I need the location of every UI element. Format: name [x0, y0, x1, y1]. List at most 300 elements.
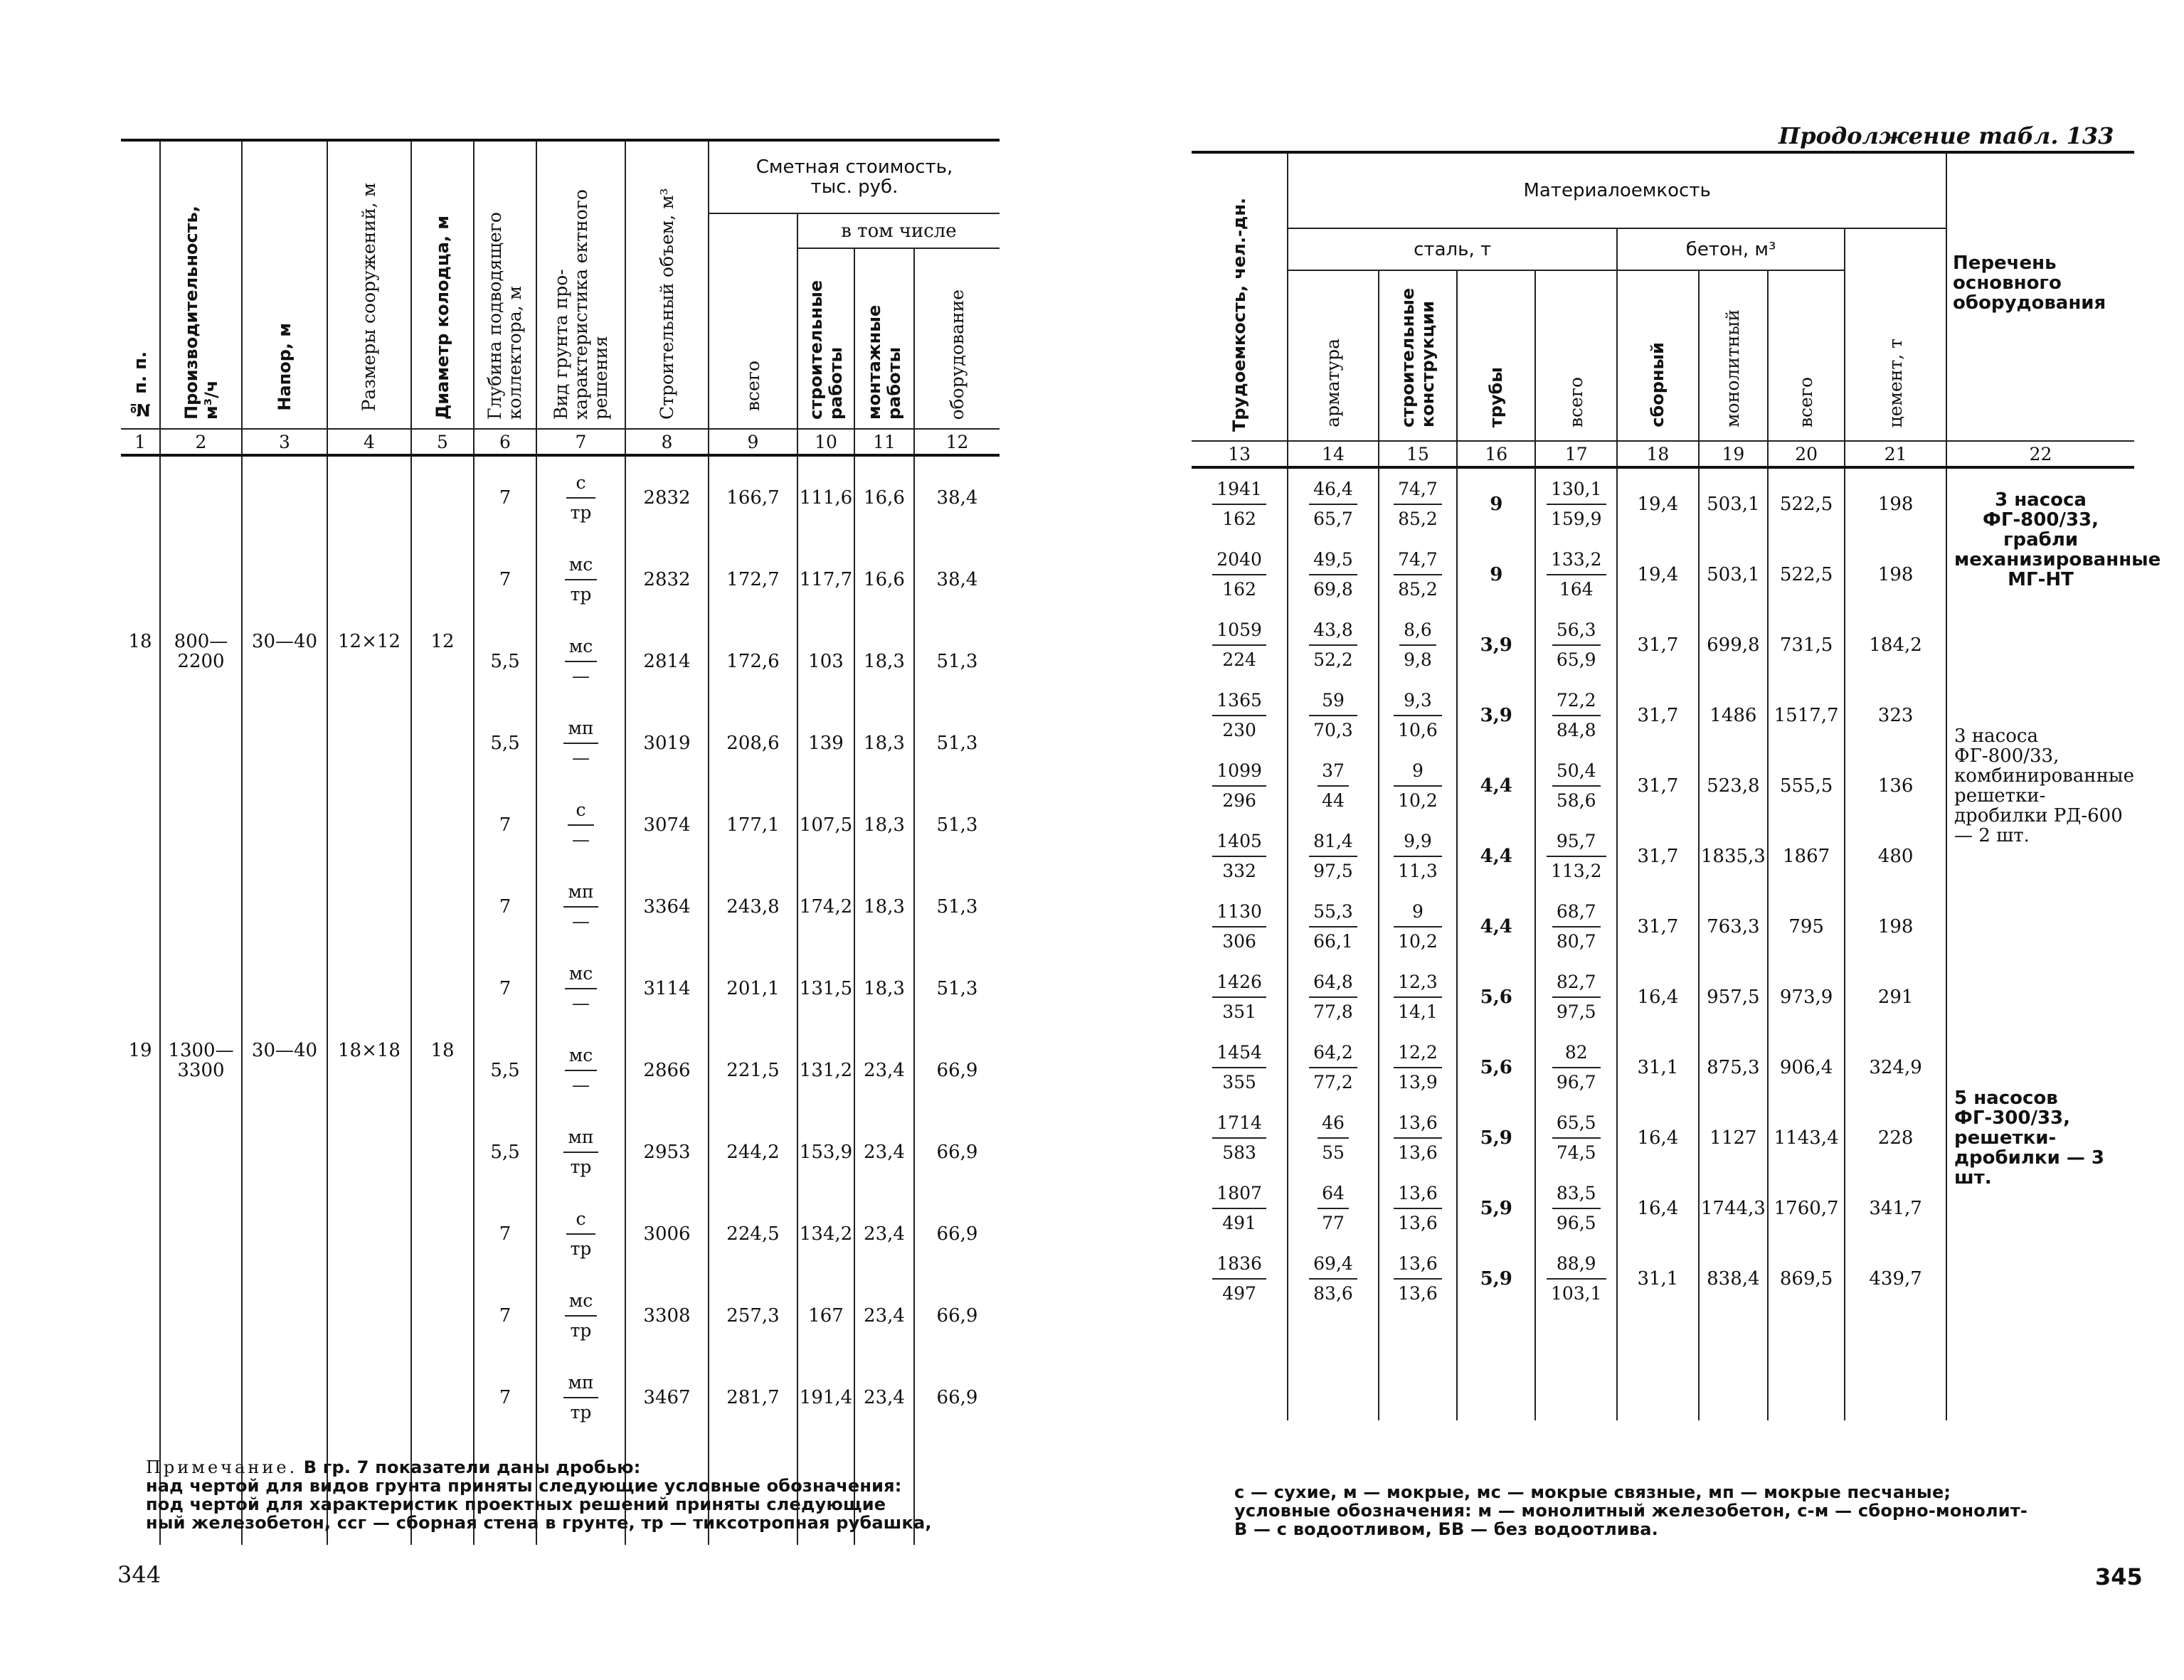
fraction-denominator: 159,9 [1550, 508, 1602, 529]
mono-cell: 1744,3 [1699, 1173, 1768, 1243]
fraction-denominator: 11,3 [1398, 860, 1438, 881]
table-row [121, 784, 1000, 866]
conc-cell: 731,5 [1768, 610, 1845, 680]
fraction-numerator: 9,9 [1394, 827, 1442, 857]
group-head [242, 1275, 327, 1356]
labor-cell [1192, 467, 1288, 539]
rebar-cell [1288, 750, 1379, 821]
vol-cell: 3019 [625, 702, 709, 784]
group-size [327, 784, 411, 866]
steel-total-cell [1535, 680, 1617, 750]
table-row [121, 1356, 1000, 1438]
group-size [327, 1275, 411, 1356]
build-cell: 131,5 [797, 947, 854, 1029]
fraction-numerator: 64,2 [1309, 1038, 1357, 1068]
fraction [1394, 1179, 1442, 1238]
fraction [1309, 827, 1357, 886]
depth-cell: 5,5 [474, 702, 536, 784]
header-c20: всего [1796, 376, 1817, 427]
left-page-number: 344 [117, 1561, 161, 1588]
pipes-cell: 9 [1457, 539, 1535, 610]
fraction-denominator: 13,6 [1398, 1282, 1438, 1304]
fraction-numerator: 1059 [1212, 616, 1266, 646]
total-cell: 172,6 [709, 620, 797, 702]
group-size [327, 1356, 411, 1438]
right-column-numbers [1192, 441, 2134, 467]
rebar-cell [1288, 539, 1379, 610]
build-cell: 153,9 [797, 1111, 854, 1193]
group-num: 19 [121, 1029, 160, 1111]
group-diameter [411, 947, 474, 1029]
fraction-numerator: 13,6 [1394, 1250, 1442, 1280]
pipes-cell: 5,9 [1457, 1243, 1535, 1314]
mono-cell: 1486 [1699, 680, 1768, 750]
fraction-denominator: 80,7 [1556, 930, 1596, 952]
fraction-denominator: 84,8 [1556, 719, 1596, 740]
fraction [1212, 757, 1266, 815]
fraction [1318, 1179, 1349, 1238]
fraction-numerator: 13,6 [1394, 1109, 1442, 1139]
fraction-denominator: 97,5 [1556, 1001, 1596, 1022]
fraction-numerator: мп [563, 1123, 598, 1153]
fraction-numerator: 65,5 [1552, 1109, 1601, 1139]
header-c21: цемент, т [1885, 338, 1906, 427]
group-head [242, 702, 327, 784]
fraction-numerator: 74,7 [1394, 475, 1442, 505]
header-incl-group: в том числе [841, 220, 957, 242]
soil-cell [536, 1193, 625, 1275]
vol-cell: 2832 [625, 538, 709, 620]
prefab-cell: 16,4 [1617, 1173, 1699, 1243]
rnote-line3: В — с водоотливом, БВ — без водоотлива. [1234, 1519, 1658, 1539]
fraction-denominator: 83,6 [1313, 1282, 1353, 1304]
cement-cell: 323 [1845, 680, 1946, 750]
fraction [1212, 686, 1266, 745]
fraction [565, 1287, 597, 1345]
group-size [327, 866, 411, 947]
soil-cell [536, 538, 625, 620]
fraction-denominator: тр [570, 1401, 592, 1423]
fraction [1394, 757, 1442, 815]
header-c22: Перечень основного оборудования [1953, 252, 2106, 314]
fraction [565, 1041, 597, 1100]
column-number: 12 [914, 429, 1000, 455]
vol-cell: 3467 [625, 1356, 709, 1438]
mono-cell: 957,5 [1699, 962, 1768, 1032]
fraction-numerator: 95,7 [1547, 827, 1606, 857]
group-diameter [411, 1356, 474, 1438]
fraction [1552, 1109, 1601, 1167]
column-number: 2 [160, 429, 242, 455]
fraction-numerator: мс [565, 1287, 597, 1317]
mono-cell: 503,1 [1699, 467, 1768, 539]
header-steel-group: сталь, т [1414, 238, 1492, 260]
fraction-denominator: 230 [1222, 719, 1256, 740]
equip-cell: 66,9 [914, 1356, 1000, 1438]
fraction [1394, 686, 1442, 745]
cement-cell: 198 [1845, 467, 1946, 539]
fraction-denominator: 113,2 [1550, 860, 1602, 881]
conc-cell: 1517,7 [1768, 680, 1845, 750]
header-c9: всего [742, 360, 763, 411]
note-lead: Примечание. [146, 1457, 298, 1477]
labor-cell [1192, 1102, 1288, 1173]
header-c4: Размеры сооружений, м [359, 182, 379, 411]
spacer-cell [1535, 1314, 1617, 1420]
fraction [1309, 475, 1357, 533]
group-num [121, 1193, 160, 1275]
mount-cell: 18,3 [854, 784, 914, 866]
prefab-cell: 31,1 [1617, 1032, 1699, 1102]
column-number: 19 [1699, 441, 1768, 467]
total-cell: 244,2 [709, 1111, 797, 1193]
group-size: 12×12 [327, 620, 411, 702]
equip-cell: 38,4 [914, 538, 1000, 620]
fraction [1394, 827, 1442, 886]
conc-cell: 973,9 [1768, 962, 1845, 1032]
fraction-numerator: 49,5 [1309, 546, 1357, 575]
fraction-numerator: с [568, 796, 594, 826]
mount-cell: 23,4 [854, 1029, 914, 1111]
table-row [121, 620, 1000, 702]
fraction-denominator: 583 [1222, 1142, 1256, 1163]
depth-cell: 7 [474, 455, 536, 538]
prefab-cell: 31,7 [1617, 610, 1699, 680]
fraction-numerator: 1426 [1212, 968, 1266, 998]
build-cell: 107,5 [797, 784, 854, 866]
column-number: 9 [709, 429, 797, 455]
group-diameter [411, 1111, 474, 1193]
column-number: 8 [625, 429, 709, 455]
labor-cell [1192, 750, 1288, 821]
fraction-numerator: с [566, 469, 596, 499]
fraction-numerator: 43,8 [1309, 616, 1357, 646]
fraction-numerator: 74,7 [1394, 546, 1442, 575]
fraction [1552, 898, 1601, 956]
fraction-denominator: 69,8 [1313, 578, 1353, 600]
group-size [327, 538, 411, 620]
fraction-denominator: 351 [1222, 1001, 1256, 1022]
rebar-cell [1288, 891, 1379, 962]
column-number: 11 [854, 429, 914, 455]
group-num [121, 947, 160, 1029]
fraction-denominator: тр [570, 1156, 592, 1177]
vol-cell: 2814 [625, 620, 709, 702]
total-cell: 177,1 [709, 784, 797, 866]
group-diameter: 18 [411, 1029, 474, 1111]
spacer-cell [1379, 1314, 1457, 1420]
labor-cell [1192, 821, 1288, 891]
conc-cell: 555,5 [1768, 750, 1845, 821]
left-table [121, 139, 1000, 1545]
equipment-cell [1946, 467, 2161, 610]
depth-cell: 7 [474, 866, 536, 947]
mono-cell: 763,3 [1699, 891, 1768, 962]
group-head [242, 1193, 327, 1275]
fraction-denominator: 96,5 [1556, 1212, 1596, 1233]
fraction [1547, 1250, 1606, 1308]
group-diameter [411, 702, 474, 784]
vol-cell: 3114 [625, 947, 709, 1029]
equipment-text: 5 насосов ФГ-300/33, решетки-дробилки — 3 шт. [1954, 1087, 2104, 1189]
depth-cell: 7 [474, 1356, 536, 1438]
depth-cell: 5,5 [474, 1029, 536, 1111]
steel-total-cell [1535, 1173, 1617, 1243]
labor-cell [1192, 1243, 1288, 1314]
header-c3: Напор, м [275, 323, 295, 411]
table-row [121, 1029, 1000, 1111]
fraction-numerator: 68,7 [1552, 898, 1601, 927]
labor-cell [1192, 891, 1288, 962]
fraction-numerator: 72,2 [1552, 686, 1601, 716]
labor-cell [1192, 610, 1288, 680]
labor-cell [1192, 1032, 1288, 1102]
pipes-cell: 3,9 [1457, 610, 1535, 680]
note-line1: В гр. 7 показатели даны дробью: [297, 1457, 641, 1477]
header-c15: строительные конструкции [1397, 287, 1438, 427]
group-capacity [160, 1356, 242, 1438]
fraction-numerator: 1405 [1212, 827, 1266, 857]
soil-cell [536, 1029, 625, 1111]
column-number: 20 [1768, 441, 1845, 467]
column-number: 17 [1535, 441, 1617, 467]
rebar-cell [1288, 610, 1379, 680]
depth-cell: 7 [474, 538, 536, 620]
fraction-denominator: 162 [1222, 578, 1256, 600]
spacer-cell [1768, 1314, 1845, 1420]
mount-cell: 16,6 [854, 538, 914, 620]
column-number: 16 [1457, 441, 1535, 467]
fraction-numerator: 130,1 [1547, 475, 1606, 505]
cement-cell: 198 [1845, 891, 1946, 962]
fraction [1212, 1109, 1266, 1167]
fraction-denominator: тр [570, 501, 592, 523]
fraction-denominator: 58,6 [1556, 790, 1596, 811]
fraction-denominator: 164 [1559, 578, 1594, 600]
constr-cell [1379, 750, 1457, 821]
cement-cell: 291 [1845, 962, 1946, 1032]
conc-cell: 1867 [1768, 821, 1845, 891]
fraction-numerator: с [566, 1205, 596, 1235]
fraction-denominator: 10,2 [1398, 930, 1438, 952]
mono-cell: 1127 [1699, 1102, 1768, 1173]
group-capacity [160, 1193, 242, 1275]
build-cell: 191,4 [797, 1356, 854, 1438]
cement-cell: 198 [1845, 539, 1946, 610]
group-num: 18 [121, 620, 160, 702]
group-num [121, 866, 160, 947]
mono-cell: 699,8 [1699, 610, 1768, 680]
left-note [146, 1458, 964, 1532]
equip-cell: 51,3 [914, 947, 1000, 1029]
fraction-numerator: 59 [1309, 686, 1357, 716]
fraction-denominator: 96,7 [1556, 1071, 1596, 1092]
header-c2: Производительность, м³/ч [181, 206, 221, 420]
build-cell: 103 [797, 620, 854, 702]
soil-cell [536, 620, 625, 702]
fraction [1399, 616, 1436, 674]
fraction-numerator: 37 [1318, 757, 1349, 787]
header-mat-group: Материалоемкость [1523, 180, 1711, 201]
group-capacity [160, 1111, 242, 1193]
mount-cell: 23,4 [854, 1275, 914, 1356]
fraction-numerator: 1099 [1212, 757, 1266, 787]
column-number: 1 [121, 429, 160, 455]
fraction-numerator: 55,3 [1309, 898, 1357, 927]
note-line4: ный железобетон, ссг — сборная стена в грунте, тр — тиксотропная рубашка, [146, 1513, 932, 1533]
fraction [565, 959, 597, 1018]
group-capacity [160, 1275, 242, 1356]
fraction-numerator: 82 [1552, 1038, 1601, 1068]
pipes-cell: 3,9 [1457, 680, 1535, 750]
fraction-denominator: 491 [1222, 1212, 1256, 1233]
group-head [242, 784, 327, 866]
total-cell: 257,3 [709, 1275, 797, 1356]
header-c13: Трудоемкость, чел.-дн. [1229, 197, 1250, 432]
header-c14: арматура [1322, 339, 1343, 427]
depth-cell: 7 [474, 1193, 536, 1275]
fraction [1309, 898, 1357, 956]
rebar-cell [1288, 1032, 1379, 1102]
cement-cell: 341,7 [1845, 1173, 1946, 1243]
group-capacity [160, 455, 242, 538]
cement-cell: 136 [1845, 750, 1946, 821]
group-diameter [411, 866, 474, 947]
total-cell: 201,1 [709, 947, 797, 1029]
fraction [1309, 968, 1357, 1026]
note-line2: над чертой для видов грунта приняты следующие условные обозначения: [146, 1476, 902, 1496]
table-row [121, 947, 1000, 1029]
prefab-cell: 16,4 [1617, 1102, 1699, 1173]
fraction-denominator: 65,7 [1313, 508, 1353, 529]
pipes-cell: 4,4 [1457, 891, 1535, 962]
fraction-numerator: 88,9 [1547, 1250, 1606, 1280]
fraction-numerator: 133,2 [1547, 546, 1606, 575]
fraction-numerator: мс [565, 1041, 597, 1071]
steel-total-cell [1535, 610, 1617, 680]
total-cell: 221,5 [709, 1029, 797, 1111]
group-size [327, 455, 411, 538]
column-number: 13 [1192, 441, 1288, 467]
right-table [1192, 151, 2161, 1420]
fraction [1212, 616, 1266, 674]
column-number: 6 [474, 429, 536, 455]
table-row [121, 1193, 1000, 1275]
fraction-denominator: 497 [1222, 1282, 1256, 1304]
fraction [1394, 968, 1442, 1026]
fraction [1212, 1038, 1266, 1097]
fraction-numerator: мс [565, 632, 597, 662]
conc-cell: 906,4 [1768, 1032, 1845, 1102]
group-size [327, 947, 411, 1029]
total-cell: 208,6 [709, 702, 797, 784]
equipment-text: 3 насоса ФГ-800/33, грабли механизированные МГ-НТ [1954, 489, 2161, 590]
equip-cell: 66,9 [914, 1193, 1000, 1275]
group-head: 30—40 [242, 1029, 327, 1111]
rebar-cell [1288, 1173, 1379, 1243]
equipment-cell [1946, 962, 2134, 1314]
steel-total-cell [1535, 539, 1617, 610]
fraction-numerator: 82,7 [1552, 968, 1601, 998]
fraction-denominator: 332 [1222, 860, 1256, 881]
group-head [242, 866, 327, 947]
soil-cell [536, 947, 625, 1029]
fraction-denominator: 13,6 [1398, 1142, 1438, 1163]
column-number: 15 [1379, 441, 1457, 467]
fraction-denominator: — [571, 1074, 590, 1095]
group-num [121, 455, 160, 538]
table-row [121, 538, 1000, 620]
column-number: 5 [411, 429, 474, 455]
fraction-numerator: 56,3 [1552, 616, 1601, 646]
note-line3: под чертой для характеристик проектных решений приняты следующие [146, 1494, 886, 1514]
fraction-numerator: 8,6 [1399, 616, 1436, 646]
fraction-numerator: 1836 [1212, 1250, 1266, 1280]
fraction-numerator: 81,4 [1309, 827, 1357, 857]
fraction [1547, 827, 1606, 886]
table-row [1192, 962, 2134, 1032]
mount-cell: 23,4 [854, 1193, 914, 1275]
build-cell: 139 [797, 702, 854, 784]
fraction-denominator: 74,5 [1556, 1142, 1596, 1163]
fraction-denominator: 13,6 [1398, 1212, 1438, 1233]
build-cell: 134,2 [797, 1193, 854, 1275]
fraction-denominator: 77,2 [1313, 1071, 1353, 1092]
fraction [1309, 686, 1357, 745]
rnote-line1: с — сухие, м — мокрые, мс — мокрые связные, мп — мокрые песчаные; [1234, 1482, 1951, 1502]
header-c11: монтажные работы [864, 304, 904, 420]
column-number: 18 [1617, 441, 1699, 467]
column-number: 21 [1845, 441, 1946, 467]
fraction-numerator: мс [565, 959, 597, 989]
group-size [327, 1111, 411, 1193]
fraction-denominator: 355 [1222, 1071, 1256, 1092]
left-column-numbers [121, 429, 1000, 455]
steel-total-cell [1535, 1243, 1617, 1314]
vol-cell: 2832 [625, 455, 709, 538]
fraction-numerator: 64 [1318, 1179, 1349, 1209]
header-c18: сборный [1648, 342, 1668, 427]
fraction [1212, 968, 1266, 1026]
build-cell: 167 [797, 1275, 854, 1356]
constr-cell [1379, 1032, 1457, 1102]
header-c10: строительные работы [806, 280, 846, 420]
vol-cell: 3364 [625, 866, 709, 947]
fraction [563, 1123, 598, 1181]
mono-cell: 838,4 [1699, 1243, 1768, 1314]
spacer-cell [1192, 1314, 1288, 1420]
fraction-numerator: 69,4 [1309, 1250, 1357, 1280]
cement-cell: 324,9 [1845, 1032, 1946, 1102]
group-head [242, 538, 327, 620]
table-row [121, 866, 1000, 947]
table-row [121, 455, 1000, 538]
fraction-denominator: 77,8 [1313, 1001, 1353, 1022]
group-num [121, 1111, 160, 1193]
equipment-cell [1946, 610, 2134, 962]
fraction-numerator: 83,5 [1552, 1179, 1601, 1209]
soil-cell [536, 784, 625, 866]
prefab-cell: 16,4 [1617, 962, 1699, 1032]
column-number: 10 [797, 429, 854, 455]
fraction-denominator: 85,2 [1398, 508, 1438, 529]
fraction [1212, 1250, 1266, 1308]
fraction-numerator: 64,8 [1309, 968, 1357, 998]
column-number: 4 [327, 429, 411, 455]
constr-cell [1379, 962, 1457, 1032]
group-num [121, 702, 160, 784]
fraction [563, 1368, 598, 1427]
